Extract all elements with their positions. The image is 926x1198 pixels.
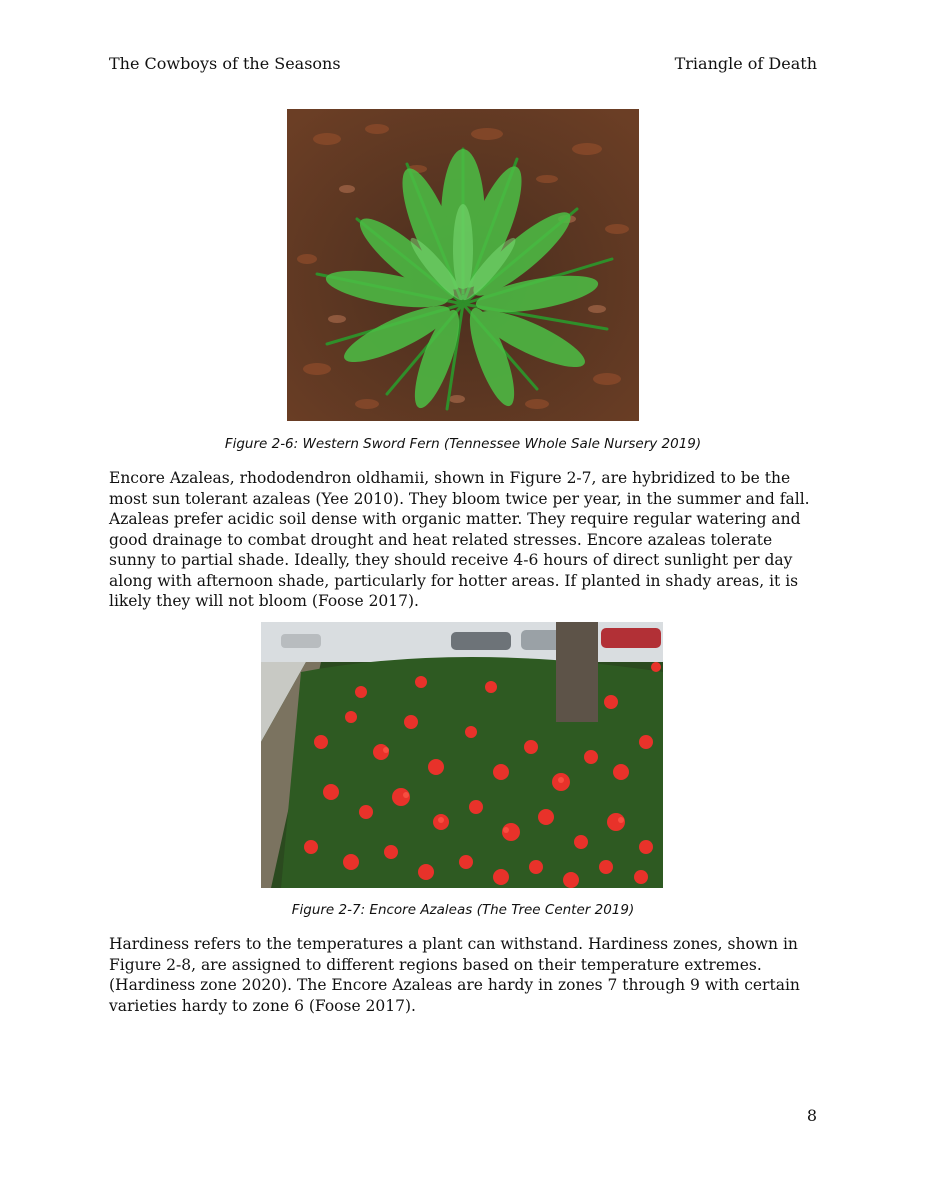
fern-photo: [287, 109, 639, 421]
page-number: 8: [806, 1106, 817, 1125]
body-paragraph: Hardiness refers to the temperatures a plant can withstand. Hardiness zones, shown in Figure 2-8, are assigned to different regions based on their temperature extremes. (Hardiness zone 2020). The Encore Azaleas are hardy in zones 7 through 9 with certain varieties hardy to zone 6 (Foose 2017).: [109, 935, 800, 1015]
figure-caption: Figure 2-6: Western Sword Fern (Tennessee Whole Sale Nursery 2019): [224, 436, 702, 452]
figure-caption: Figure 2-7: Encore Azaleas (The Tree Center 2019): [291, 902, 635, 918]
running-header-title: The Cowboys of the Seasons: [109, 54, 341, 73]
azalea-photo: [261, 622, 663, 888]
body-paragraph: Encore Azaleas, rhododendron oldhamii, shown in Figure 2-7, are hybridized to be the most sun tolerant azaleas (Yee 2010). They bloom twice per year, in the summer and fall. Azaleas prefer acidic soil dense with organic matter. They require regular watering and good drainage to combat drought and heat related stresses. Encore azaleas tolerate sunny to partial shade. Ideally, they should receive 4-6 hours of direct sunlight per day along with afternoon shade, particularly for hotter areas. If planted in shady areas, it is likely they will not bloom (Foose 2017).: [109, 469, 810, 610]
running-header-chapter: Triangle of Death: [674, 54, 817, 73]
